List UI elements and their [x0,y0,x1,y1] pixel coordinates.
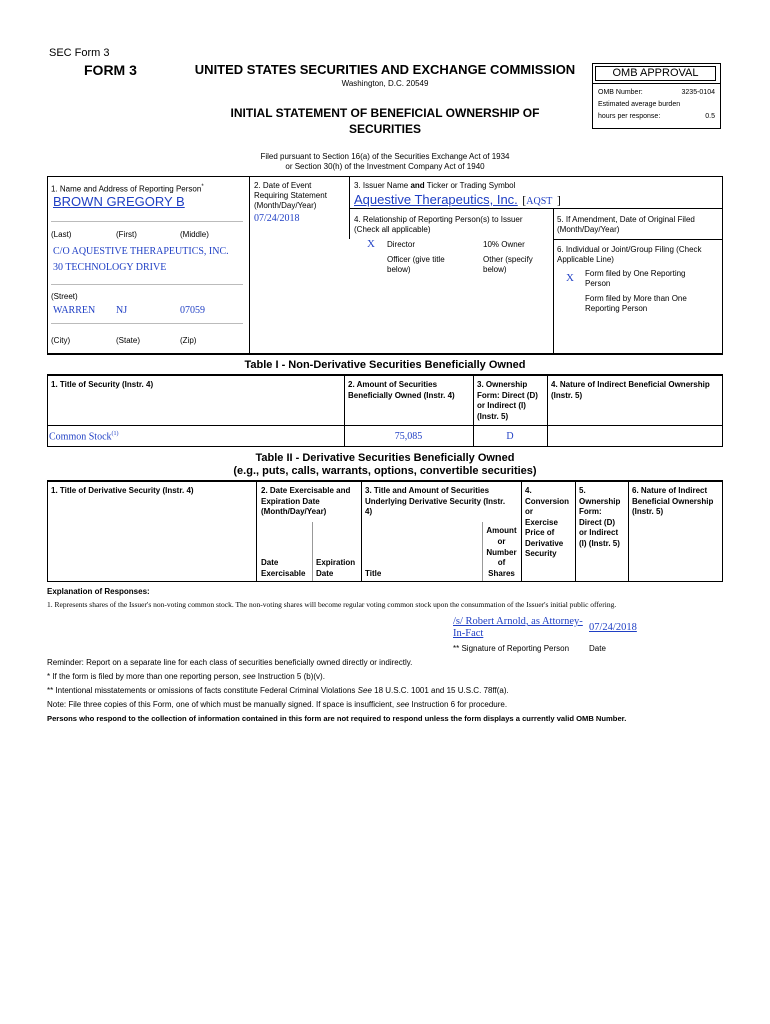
state-value: NJ [116,305,128,316]
table2-sub-date-exercisable: Date Exercisable [261,558,306,578]
one-reporting-person-option[interactable]: Form filed by One Reporting Person [585,269,686,288]
relationship-label: 4. Relationship of Reporting Person(s) to Issuer (Check all applicable) [354,215,523,234]
table2-col-ownership: 5. Ownership Form: Direct (D) or Indirect (I) (Instr. 5) [579,486,621,548]
omb-burden-label: Estimated average burden [598,101,681,108]
omb-number-label: OMB Number: [598,89,643,96]
table2-col-nature: 6. Nature of Indirect Beneficial Ownership (Instr. 5) [632,486,714,516]
one-person-checkbox-mark[interactable]: X [566,272,574,284]
omb-approval-box [592,63,721,129]
multiple-reporting-persons-option[interactable]: Form filed by More than One Reporting Person [585,294,687,313]
signature-date-label: Date [589,644,606,653]
last-name-label: (Last) [51,230,72,239]
table1-title: Table I - Non-Derivative Securities Beneficially Owned [244,359,526,371]
filed-pursuant-text: Filed pursuant to Section 16(a) of the Securities Exchange Act of 1934 or Section 30(h) of the Investment Company Act of 1940 [260,152,510,171]
table2-col-underlying: 3. Title and Amount of Securities Underlying Derivative Security (Instr. 4) [365,486,506,516]
commission-title: UNITED STATES SECURITIES AND EXCHANGE COMMISSION [194,62,576,77]
officer-option[interactable]: Officer (give title below) [387,255,445,274]
address-line-1: C/O AQUESTIVE THERAPEUTICS, INC. [53,246,229,257]
commission-location: Washington, D.C. 20549 [341,79,429,88]
signature-label: ** Signature of Reporting Person [453,644,570,653]
city-value: WARREN [53,305,96,316]
note-single-star: * If the form is filed by more than one reporting person, see Instruction 5 (b)(v). [47,672,325,681]
zip-value: 07059 [180,305,205,316]
issuer-ticker: AQST [526,196,553,207]
amendment-label: 5. If Amendment, Date of Original Filed (Month/Day/Year) [557,215,695,234]
statement-title: INITIAL STATEMENT OF BENEFICIAL OWNERSHIP OF SECURITIES [230,106,540,136]
ten-percent-owner-option[interactable]: 10% Owner [483,240,525,249]
reporting-person-name[interactable]: BROWN GREGORY B [53,194,185,209]
signature-signer: /s/ Robert Arnold, as Attorney- In-Fact [453,616,583,639]
issuer-name-link[interactable]: Aquestive Therapeutics, Inc. [354,192,518,207]
event-date-value: 07/24/2018 [254,213,300,224]
footnote-ref[interactable]: (1) [111,431,119,437]
omb-notice: Persons who respond to the collection of information contained in this form are not required to respond unless the form displays a currently valid OMB Number. [47,714,627,723]
table1-col-nature: 4. Nature of Indirect Beneficial Ownership (Instr. 5) [551,380,710,400]
note-double-star: ** Intentional misstatements or omissions of facts constitute Federal Criminal Violations See 18 U.S.C. 1001 and 15 U.S.C. 78ff(a). [47,686,509,695]
table2-sub-title: Title [365,569,382,578]
table2-title: Table II - Derivative Securities Beneficially Owned (e.g., puts, calls, warrants, options, convertible securities) [233,452,537,477]
table-row-amount: 75,085 [394,431,423,442]
omb-approval-title: OMB APPROVAL [595,66,716,81]
middle-name-label: (Middle) [180,230,209,239]
table2-sub-expiration-date: Expiration Date [316,558,356,578]
omb-hours-label: hours per response: [598,113,661,120]
table-row-security-title: Common Stock$^{(1)}$ [49,431,119,443]
filing-label: 6. Individual or Joint/Group Filing (Check Applicable Line) [557,245,702,264]
other-option[interactable]: Other (specify below) [483,255,533,274]
signature-date: 07/24/2018 [589,622,637,633]
explanation-heading: Explanation of Responses: [47,587,150,596]
form-name: FORM 3 [84,62,137,78]
note-file-copies: Note: File three copies of this Form, one of which must be manually signed. If space is insufficient, see Instruction 6 for procedure. [47,700,508,709]
table2-col-conversion: 4. Conversion or Exercise Price of Derivative Security [525,486,570,558]
street-label: (Street) [51,292,78,301]
director-checkbox-mark[interactable]: X [367,238,375,250]
address-line-2: 30 TECHNOLOGY DRIVE [53,262,167,273]
table2-col-date-exercisable: 2. Date Exercisable and Expiration Date (Month/Day/Year) [261,486,351,516]
omb-hours-value: 0.5 [705,113,715,120]
event-date-label: 2. Date of Event Requiring Statement (Month/Day/Year) [254,181,327,210]
table2-col-title: 1. Title of Derivative Security (Instr. 4) [51,486,194,495]
table2-sub-amount: Amount or Number of Shares [486,526,517,579]
state-label: (State) [116,336,141,345]
table1-col-title: 1. Title of Security (Instr. 4) [51,380,154,389]
issuer-name-ticker: Aquestive Therapeutics, Inc. [AQST ] [354,192,561,207]
sec-form-label: SEC Form 3 [49,47,110,59]
table1-col-amount: 2. Amount of Securities Beneficially Owned (Instr. 4) [348,380,455,400]
reporting-person-label: 1. Name and Address of Reporting Person* [51,184,204,194]
first-name-label: (First) [116,230,137,239]
explanation-note-1: 1. Represents shares of the Issuer's non-voting common stock. The non-voting shares will become regular voting common stock upon the consummation of the Issuer's initial public offering. [47,600,617,609]
table1-col-ownership: 3. Ownership Form: Direct (D) or Indirect (I) (Instr. 5) [477,380,538,421]
zip-label: (Zip) [180,336,197,345]
director-option[interactable]: Director [387,240,416,249]
city-label: (City) [51,336,71,345]
table-row-ownership: D [506,431,514,442]
omb-number-value: 3235-0104 [681,89,715,96]
issuer-label: 3. Issuer Name and Ticker or Trading Symbol [354,181,516,190]
reminder-text: Reminder: Report on a separate line for each class of securities beneficially owned directly or indirectly. [47,658,413,667]
